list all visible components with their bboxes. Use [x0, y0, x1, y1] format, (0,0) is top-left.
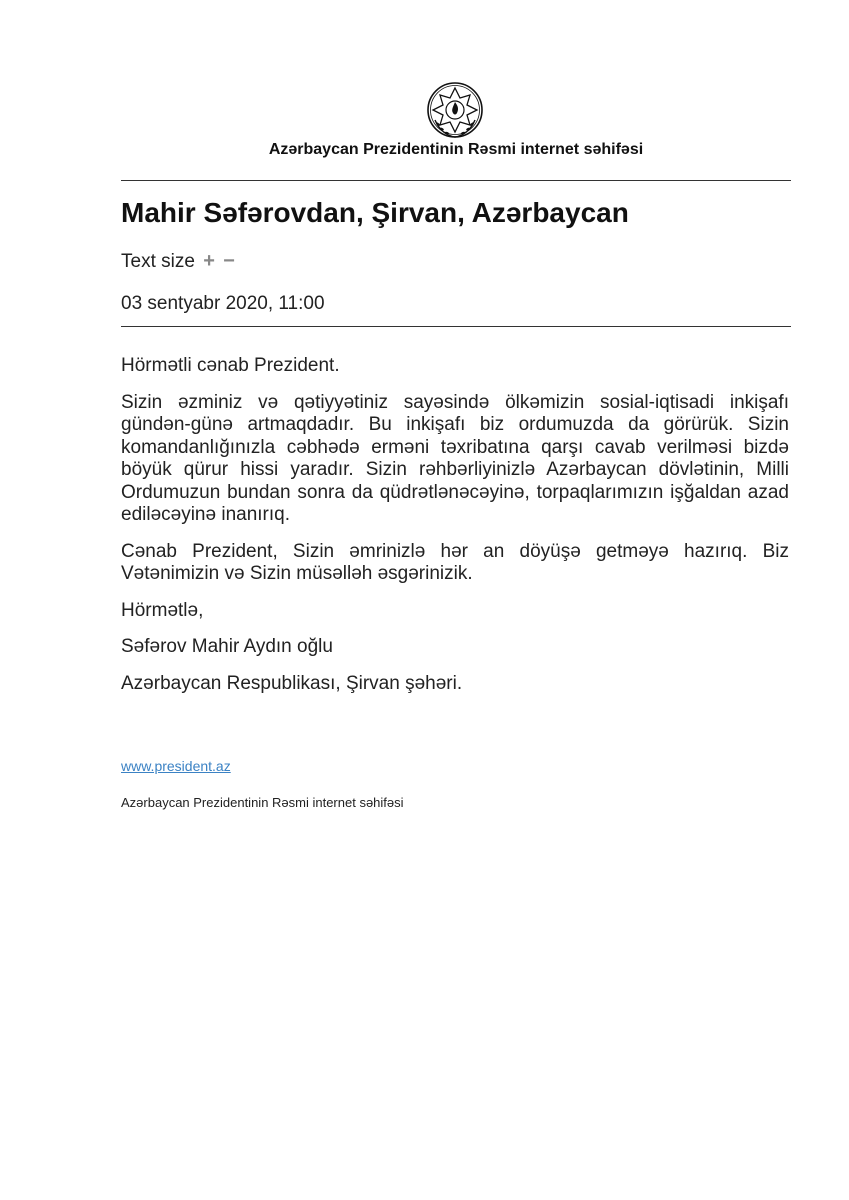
article-title: Mahir Səfərovdan, Şirvan, Azərbaycan: [121, 197, 629, 228]
paragraph-signature: Səfərov Mahir Aydın oğlu: [121, 636, 333, 657]
text-size-label: Text size: [121, 251, 195, 272]
paragraph-greeting: Hörmətli cənab Prezident.: [121, 355, 340, 376]
text-size-control: [121, 250, 235, 273]
article-date: 03 sentyabr 2020, 11:00: [121, 293, 325, 314]
header-divider: [121, 180, 791, 181]
paragraph-location: Azərbaycan Respublikası, Şirvan şəhəri.: [121, 672, 463, 694]
site-title: Azərbaycan Prezidentinin Rəsmi internet səhifəsi: [268, 141, 644, 158]
footer-site-title: Azərbaycan Prezidentinin Rəsmi internet səhifəsi: [121, 795, 404, 810]
azerbaijan-state-emblem-icon: [425, 80, 485, 142]
paragraph-second: Cənab Prezident, Sizin əmrinizlə hər an döyüşə getməyə hazırıq. Biz Vətənimizin və Sizin müsəlləh əsgərinizik.: [121, 540, 789, 584]
president-site-link[interactable]: www.president.az: [121, 758, 231, 774]
paragraph-closing: Hörmətlə,: [121, 599, 204, 621]
paragraph-main: Sizin əzminiz və qətiyyətiniz sayəsində ölkəmizin sosial-iqtisadi inkişafı gündən-günə artmaqdadır. Bu inkişafı biz ordumuzda da görürük. Sizin komandanlığınızla cəbhədə erməni təxribatına qarşı cavab verilməsi bizdə böyük qürur hissi yaradır. Sizin rəhbərliyinizlə Azərbaycan dövlətinin, Milli Ordumuzun bundan sonra da qüdrətlənəcəyinə, torpaqlarımızın işğaldan azad ediləcəyinə inanırıq.: [121, 391, 789, 525]
text-size-decrease-button[interactable]: −: [223, 250, 235, 272]
article-body: [121, 355, 789, 709]
date-divider: [121, 326, 791, 327]
text-size-increase-button[interactable]: +: [203, 250, 215, 272]
